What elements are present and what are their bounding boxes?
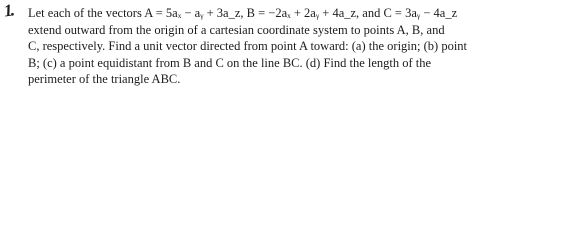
problem-line-4: B; (c) a point equidistant from B and C on the line BC. (d) Find the length of the [28, 55, 432, 70]
problem-line-2: extend outward from the origin of a cartesian coordinate system to points A, B, and [28, 22, 445, 37]
problem-line-5: perimeter of the triangle ABC. [28, 72, 181, 86]
problem-number: 1. [2, 0, 14, 21]
problem-statement [0, 0, 562, 111]
problem-line-1: Let each of the vectors A = 5aₓ − aᵧ + 3a_z, B = −2aₓ + 2aᵧ + 4a_z, and C = 3aᵧ − 4a_z [28, 6, 458, 20]
problem-text [28, 5, 546, 88]
problem-line-3: C, respectively. Find a unit vector directed from point A toward: (a) the origin; (b) point [28, 39, 468, 53]
